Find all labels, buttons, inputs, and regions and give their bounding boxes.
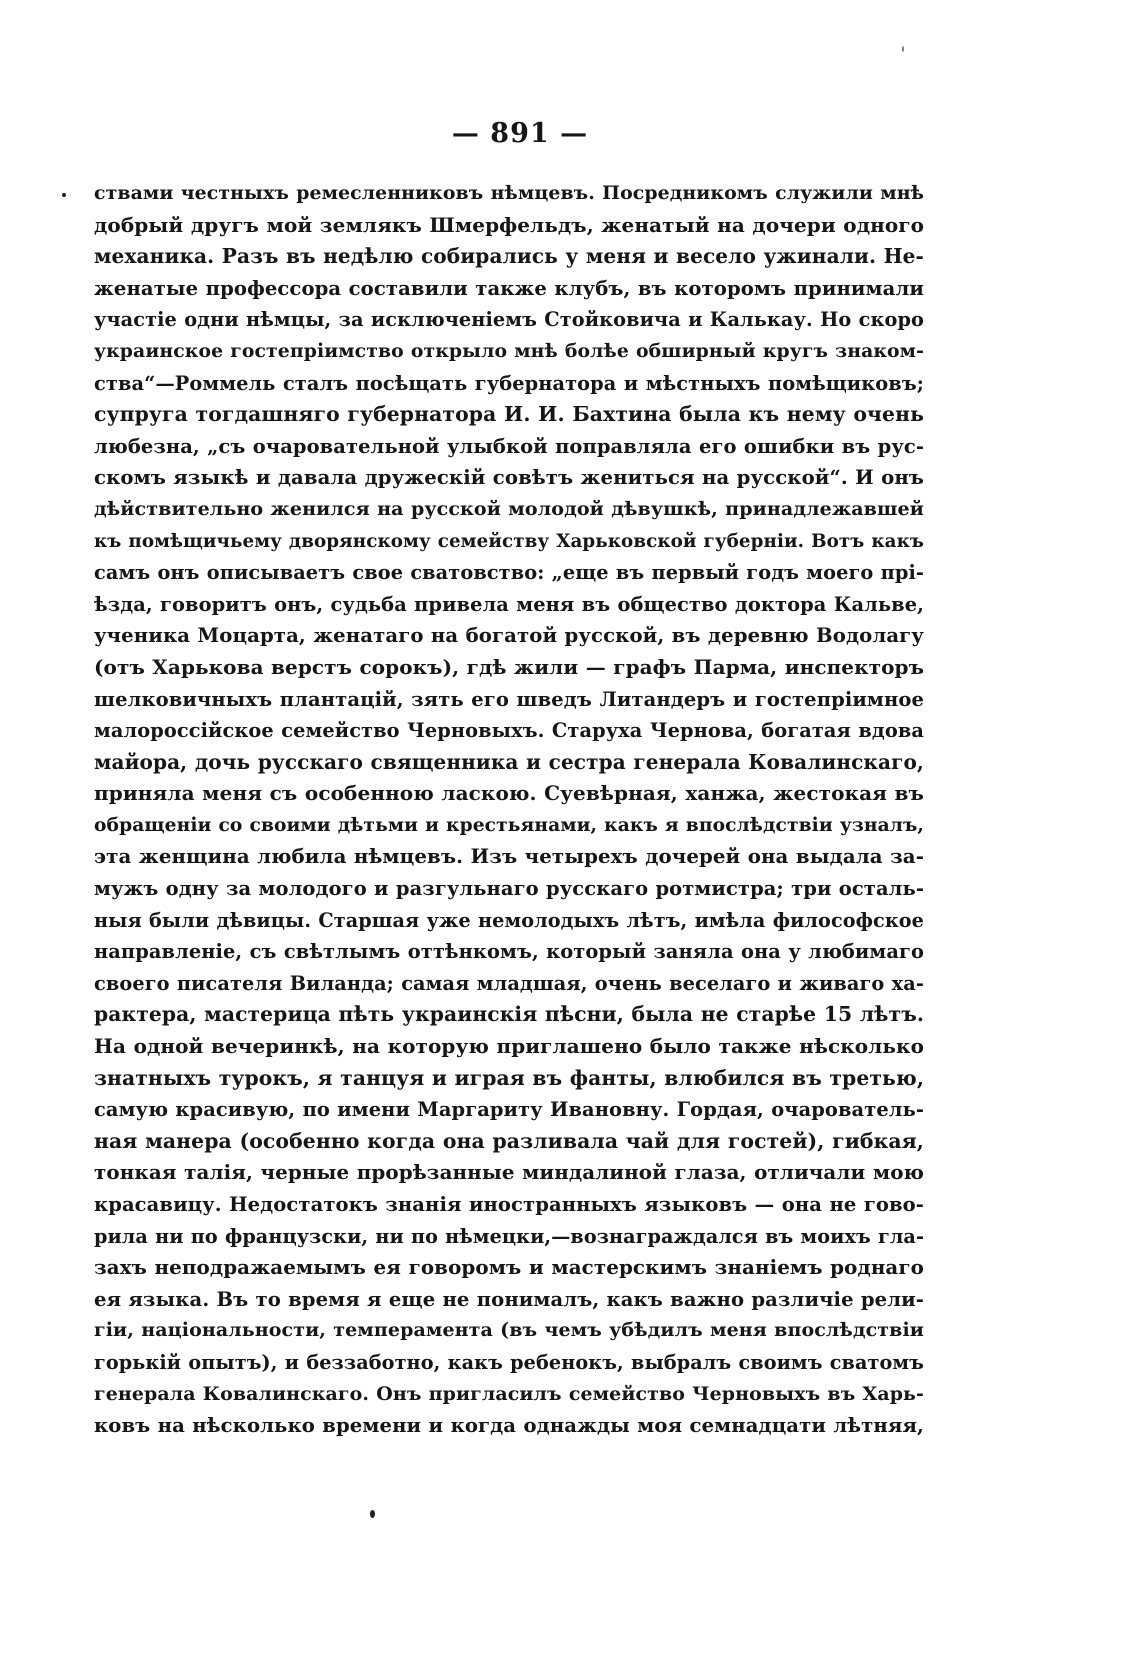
text-line: направленіе, съ свѣтлымъ оттѣнкомъ, который заняла она у любимаго <box>94 940 924 964</box>
text-line: своего писателя Виланда; самая младшая, очень веселаго и живаго ха- <box>94 971 924 995</box>
text-line: ныя были дѣвицы. Старшая уже немолодыхъ лѣтъ, имѣла философское <box>94 908 924 932</box>
text-line: рактера, мастерица пѣть украинскія пѣсни, была не старѣе 15 лѣтъ. <box>94 1002 924 1027</box>
print-speck <box>902 46 904 52</box>
text-line: самъ онъ описываетъ свое сватовство: „еще въ первый годъ моего прі- <box>94 561 924 585</box>
print-speck <box>370 1510 375 1518</box>
text-line: гіи, національности, темперамента (въ чемъ убѣдилъ меня впослѣдствіи <box>94 1319 924 1342</box>
text-line: обращеніи со своими дѣтьми и крестьянами, какъ я впослѣдствіи узналъ, <box>94 813 924 836</box>
text-line: любезна, „съ очаровательной улыбкой поправляла его ошибки въ рус- <box>94 434 924 458</box>
page-number: — 891 — <box>451 118 589 149</box>
text-line: самую красивую, по имени Маргариту Ивановну. Гордая, очарователь- <box>94 1098 924 1122</box>
text-line: скомъ языкѣ и давала дружескій совѣтъ жениться на русской“. И онъ <box>94 466 924 490</box>
text-line: На одной вечеринкѣ, на которую приглашено было также нѣсколько <box>94 1034 924 1059</box>
text-line: знатныхъ турокъ, я танцуя и играя въ фанты, влюбился въ третью, <box>94 1065 924 1090</box>
text-line: рила ни по французски, ни по нѣмецки,—вознаграждался въ моихъ гла- <box>94 1224 924 1248</box>
text-line: эта женщина любила нѣмцевъ. Изъ четырехъ дочерей она выдала за- <box>94 844 924 869</box>
text-line: малороссійское семейство Черновыхъ. Старуха Чернова, богатая вдова <box>94 719 924 743</box>
text-line: (отъ Харькова верстъ сорокъ), гдѣ жили — графъ Парма, инспекторъ <box>94 654 924 679</box>
text-line: ства“—Роммель сталъ посѣщать губернатора и мѣстныхъ помѣщиковъ; <box>94 371 924 395</box>
text-line: горькій опытъ), и беззаботно, какъ ребенокъ, выбралъ своимъ сватомъ <box>94 1350 924 1374</box>
text-line: супруга тогдашняго губернатора И. И. Бахтина была къ нему очень <box>94 402 924 427</box>
text-line: захъ неподражаемымъ ея говоромъ и мастерскимъ знаніемъ роднаго <box>94 1255 924 1280</box>
body-text <box>94 178 924 1442</box>
text-line: участіе одни нѣмцы, за исключеніемъ Стойковича и Калькау. Но скоро <box>94 308 924 332</box>
text-line: красавицу. Недостатокъ знанія иностранныхъ языковъ — она не гово- <box>94 1193 924 1216</box>
text-line: ѣзда, говоритъ онъ, судьба привела меня въ общество доктора Кальве, <box>94 592 924 616</box>
text-line: дѣйствительно женился на русской молодой дѣвушкѣ, принадлежавшей <box>94 497 924 520</box>
text-line: тонкая талія, черные прорѣзанные миндалиной глаза, отличали мою <box>94 1160 924 1185</box>
text-line: украинское гостепріимство открыло мнѣ болѣе обширный кругъ знаком- <box>94 339 924 362</box>
text-line: шелковичныхъ плантацій, зять его шведъ Литандеръ и гостепріимное <box>94 687 924 711</box>
print-speck <box>62 193 66 197</box>
text-line: ученика Моцарта, женатаго на богатой русской, въ деревню Водолагу <box>94 624 924 648</box>
text-line: генерала Ковалинскаго. Онъ пригласилъ семейство Черновыхъ въ Харь- <box>94 1382 924 1405</box>
text-line: мужъ одну за молодого и разгульнаго русскаго ротмистра; три осталь- <box>94 877 924 901</box>
text-line: механика. Разъ въ недѣлю собирались у меня и весело ужинали. Не- <box>94 244 924 269</box>
text-line: ствами честныхъ ремесленниковъ нѣмцевъ. Посредникомъ служили мнѣ <box>94 182 924 204</box>
text-line: ковъ на нѣсколько времени и когда однажды моя семнадцати лѣтняя, <box>94 1414 924 1438</box>
text-line: къ помѣщичьему дворянскому семейству Харьковской губерніи. Вотъ какъ <box>94 530 924 552</box>
text-line: ная манера (особенно когда она разливала чай для гостей), гибкая, <box>94 1128 924 1153</box>
text-line: добрый другъ мой землякъ Шмерфельдъ, женатый на дочери одного <box>94 212 924 237</box>
text-line: приняла меня съ особенною ласкою. Суевѣрная, ханжа, жестокая въ <box>94 781 924 806</box>
text-line: женатые профессора составили также клубъ, въ которомъ принимали <box>94 276 924 300</box>
text-line: ея языка. Въ то время я еще не понималъ, какъ важно различіе рели- <box>94 1287 924 1311</box>
text-line: майора, дочь русскаго священника и сестра генерала Ковалинскаго, <box>94 749 924 774</box>
